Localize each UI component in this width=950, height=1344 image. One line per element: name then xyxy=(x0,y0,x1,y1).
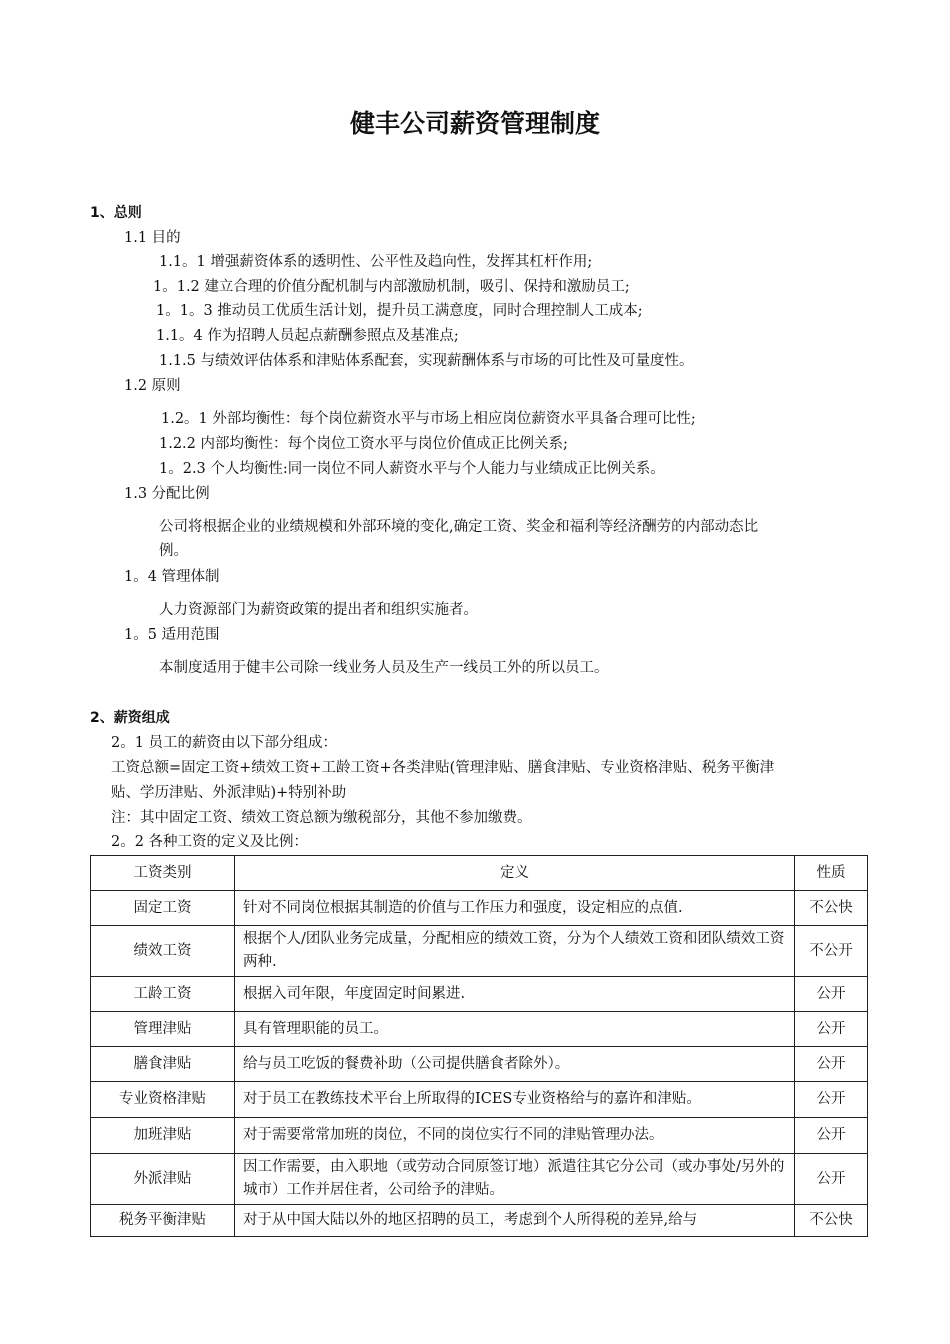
cell-nature: 不公开 xyxy=(795,926,868,977)
cell-nature: 不公快 xyxy=(795,1205,868,1237)
clause-2-1: 2。1 员工的薪资由以下部分组成： xyxy=(111,735,338,751)
clause-1-1-3: 1。1。3 推动员工优质生活计划，提升员工满意度，同时合理控制人工成本; xyxy=(156,303,643,319)
table-row xyxy=(91,1082,868,1118)
tax-note: 注：其中固定工资、绩效工资总额为缴税部分，其他不参加缴费。 xyxy=(111,810,532,826)
clause-2-2: 2。2 各种工资的定义及比例： xyxy=(111,834,309,850)
cell-nature: 公开 xyxy=(795,1154,868,1205)
cell-nature: 公开 xyxy=(795,1082,868,1118)
salary-formula-line2: 贴、学历津贴、外派津贴)+特别补助 xyxy=(111,785,347,801)
section-heading-general: 1、总则 xyxy=(90,205,142,221)
cell-type: 绩效工资 xyxy=(91,926,235,977)
clause-1-1-2: 1。1.2 建立合理的价值分配机制与内部激励机制，吸引、保持和激励员工; xyxy=(153,279,630,295)
table-row xyxy=(91,926,868,977)
clause-1-2-1: 1.2。1 外部均衡性：每个岗位薪资水平与市场上相应岗位薪资水平具备合理可比性; xyxy=(161,411,696,427)
cell-definition: 因工作需要，由入职地（或劳动合同原签订地）派遣往其它分公司（或办事处/另外的城市）工作并居住者，公司给予的津贴。 xyxy=(235,1154,795,1205)
cell-definition: 对于需要常常加班的岗位，不同的岗位实行不同的津贴管理办法。 xyxy=(235,1118,795,1154)
allocation-text-line1: 公司将根据企业的业绩规模和外部环境的变化,确定工资、奖金和福利等经济酬劳的内部动态比 xyxy=(159,519,759,535)
subheading-allocation: 1.3 分配比例 xyxy=(124,486,210,502)
cell-definition: 对于从中国大陆以外的地区招聘的员工，考虑到个人所得税的差异,给与 xyxy=(235,1205,795,1237)
cell-definition: 针对不同岗位根据其制造的价值与工作压力和强度，设定相应的点值. xyxy=(235,891,795,926)
table-header-row xyxy=(91,856,868,891)
table-row xyxy=(91,977,868,1012)
cell-type: 管理津贴 xyxy=(91,1012,235,1047)
table-row xyxy=(91,891,868,926)
header-salary-type: 工资类别 xyxy=(91,856,235,891)
table-row xyxy=(91,1154,868,1205)
cell-nature: 公开 xyxy=(795,1118,868,1154)
cell-nature: 公开 xyxy=(795,977,868,1012)
cell-nature: 公开 xyxy=(795,1012,868,1047)
cell-type: 固定工资 xyxy=(91,891,235,926)
subheading-purpose: 1.1 目的 xyxy=(124,230,181,246)
cell-type: 加班津贴 xyxy=(91,1118,235,1154)
clause-1-2-2: 1.2.2 内部均衡性：每个岗位工资水平与岗位价值成正比例关系; xyxy=(159,436,568,452)
clause-1-1-5: 1.1.5 与绩效评估体系和津贴体系配套，实现薪酬体系与市场的可比性及可量度性。 xyxy=(159,353,694,369)
cell-nature: 公开 xyxy=(795,1047,868,1082)
management-text: 人力资源部门为薪资政策的提出者和组织实施者。 xyxy=(159,602,478,618)
page-title: 健丰公司薪资管理制度 xyxy=(349,109,600,138)
cell-definition: 对于员工在教练技术平台上所取得的ICES专业资格给与的嘉许和津贴。 xyxy=(235,1082,795,1118)
clause-1-1-1: 1.1。1 增强薪资体系的透明性、公平性及趋向性，发挥其杠杆作用; xyxy=(159,254,593,270)
subheading-management: 1。4 管理体制 xyxy=(124,569,220,585)
cell-type: 专业资格津贴 xyxy=(91,1082,235,1118)
scope-text: 本制度适用于健丰公司除一线业务人员及生产一线员工外的所以员工。 xyxy=(159,660,609,676)
subheading-scope: 1。5 适用范围 xyxy=(124,627,220,643)
salary-formula-line1: 工资总额=固定工资+绩效工资+工龄工资+各类津贴(管理津贴、膳食津贴、专业资格津贴、税务平衡津 xyxy=(111,760,775,776)
cell-definition: 给与员工吃饭的餐费补助（公司提供膳食者除外）。 xyxy=(235,1047,795,1082)
subheading-principles: 1.2 原则 xyxy=(124,378,181,394)
clause-1-1-4: 1.1。4 作为招聘人员起点薪酬参照点及基准点; xyxy=(156,328,459,344)
cell-type: 外派津贴 xyxy=(91,1154,235,1205)
clause-1-2-3: 1。2.3 个人均衡性:同一岗位不同人薪资水平与个人能力与业绩成正比例关系。 xyxy=(159,461,665,477)
header-nature: 性质 xyxy=(795,856,868,891)
cell-definition: 根据入司年限，年度固定时间累进. xyxy=(235,977,795,1012)
table-row xyxy=(91,1047,868,1082)
header-definition: 定义 xyxy=(235,856,795,891)
section-heading-composition: 2、薪资组成 xyxy=(90,710,170,726)
table-row xyxy=(91,1012,868,1047)
cell-type: 膳食津贴 xyxy=(91,1047,235,1082)
table-row xyxy=(91,1118,868,1154)
cell-type: 税务平衡津贴 xyxy=(91,1205,235,1237)
allocation-text-line2: 例。 xyxy=(159,543,188,559)
table-row xyxy=(91,1205,868,1237)
cell-definition: 根据个人/团队业务完成量，分配相应的绩效工资，分为个人绩效工资和团队绩效工资两种. xyxy=(235,926,795,977)
cell-nature: 不公快 xyxy=(795,891,868,926)
cell-definition: 具有管理职能的员工。 xyxy=(235,1012,795,1047)
cell-type: 工龄工资 xyxy=(91,977,235,1012)
salary-definition-table xyxy=(90,855,868,1237)
